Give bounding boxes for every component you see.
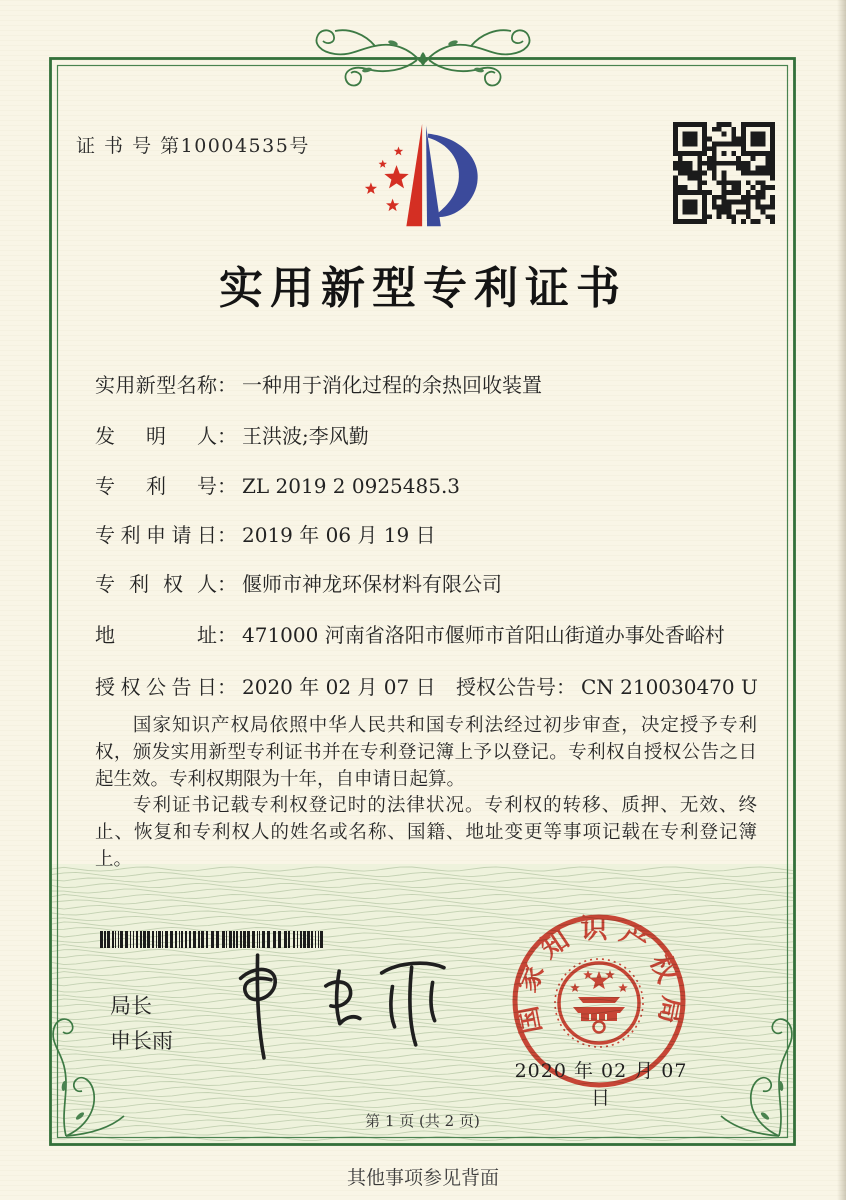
- top-ornament: [317, 30, 530, 85]
- field-value: 一种用于消化过程的余热回收装置: [242, 373, 542, 397]
- field-colon: ：: [217, 474, 237, 498]
- field-row-patentee: [95, 568, 502, 597]
- field-row-inventor: [95, 420, 369, 449]
- page-number: 第 1 页 (共 2 页): [365, 1112, 480, 1130]
- field-value: ZL 2019 2 0925485.3: [242, 474, 461, 498]
- field-row-address: [95, 619, 725, 648]
- field-row-patent-no: [95, 470, 460, 499]
- field-label: 地址: [95, 623, 217, 647]
- seal-arc-text: 国家知识产权局: [510, 913, 688, 1036]
- field-value: 471000 河南省洛阳市偃师市首阳山街道办事处香峪村: [242, 623, 725, 647]
- field-label: 专利权人: [95, 572, 217, 596]
- logo-stars: [365, 146, 409, 211]
- logo-red-wedge: [406, 124, 422, 226]
- officer-name: 申长雨: [110, 1029, 173, 1053]
- field-label: 专利号: [95, 474, 217, 498]
- field-colon: ：: [217, 523, 237, 547]
- certificate-title: 实用新型专利证书: [219, 263, 627, 314]
- grant-number-label: 授权公告号: [455, 675, 556, 699]
- field-value: 2019 年 06 月 19 日: [242, 523, 436, 547]
- field-value: 王洪波;李风勤: [242, 424, 369, 448]
- legal-paragraph-2: 专利证书记载专利权登记时的法律状况。专利权的转移、质押、无效、终止、恢复和专利权人的姓名或名称、国籍、地址变更等事项记载在专利登记簿上。: [95, 795, 757, 870]
- certificate-number: 证 书 号 第10004535号: [76, 135, 310, 157]
- field-row-filing-date: [95, 519, 436, 548]
- field-colon: ：: [217, 373, 237, 397]
- officer-title: 局长: [110, 994, 152, 1018]
- field-label: 授权公告日: [95, 675, 217, 699]
- grant-number-value: CN 210030470 U: [580, 675, 758, 699]
- field-colon: ：: [217, 424, 237, 448]
- seal-date: 2020 年 02 月 07 日: [514, 1060, 688, 1109]
- field-value: 偃师市神龙环保材料有限公司: [242, 572, 502, 596]
- field-row-grant: [95, 671, 758, 700]
- back-note: 其他事项参见背面: [346, 1167, 499, 1189]
- field-label: 专利申请日: [95, 523, 217, 547]
- national-emblem: [555, 959, 643, 1047]
- director-signature: [222, 944, 474, 1066]
- field-colon: ：: [217, 572, 237, 596]
- field-label: 发明人: [95, 424, 217, 448]
- field-colon: ：: [217, 623, 237, 647]
- qr-code: [673, 122, 775, 224]
- field-colon: ：: [555, 675, 576, 699]
- field-colon: ：: [217, 675, 237, 699]
- field-value: 2020 年 02 月 07 日: [242, 675, 436, 699]
- field-row-name: [95, 369, 542, 398]
- legal-paragraph-1: 国家知识产权局依照中华人民共和国专利法经过初步审查，决定授予专利权，颁发实用新型专利证书并在专利登记簿上予以登记。专利权自授权公告之日起生效。专利权期限为十年，自申请日起算。: [95, 715, 757, 790]
- cnipa-logo: [340, 112, 520, 240]
- field-label: 实用新型名称: [95, 373, 217, 397]
